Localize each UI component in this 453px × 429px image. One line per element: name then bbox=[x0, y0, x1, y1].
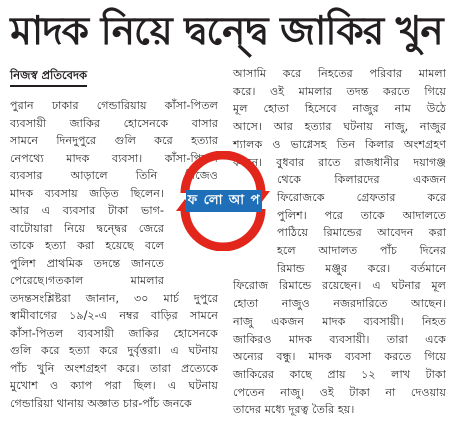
article-line: পেরেছে।গতকাল মামলার bbox=[10, 274, 164, 287]
article-line: তাকে হত্যা করা হয়েছে বলে bbox=[10, 239, 164, 252]
article-line: পেতেন নাজু। ওই টাকা না দেওয়ায় bbox=[233, 385, 446, 399]
article-line: সামনে দিনদুপুরে গুলি করে হত্যার bbox=[10, 134, 218, 147]
follow-up-logo bbox=[168, 151, 278, 251]
article-line: হলে আদালত পাঁচ দিনের bbox=[277, 244, 446, 257]
article-line: কাঁসা-পিতল ব্যবসায়ী জাকির হোসেনকে bbox=[10, 326, 218, 340]
article-line: আসে। আর হত্যার ঘটনায় নাজু, নাজুর bbox=[233, 120, 446, 134]
article-line: বাটোয়ারা নিয়ে দ্বন্দ্বের জেরে bbox=[10, 221, 164, 235]
article-line: শ্যালক ও ভাগ্নেসহ তিন কিলার অংশগ্রহণ bbox=[233, 137, 446, 151]
article-line: স্বামীবাগের ১৯/২-এ নম্বর বাড়ির সামনে bbox=[10, 309, 218, 322]
article-line: রিমান্ড মঞ্জুর করে। বর্তমানে bbox=[277, 261, 446, 275]
article-line: তাদের মধ্যে দূরত্ব তৈরি হয়। bbox=[233, 403, 355, 417]
article-line: করে। ওই মামলার তদন্ত করতে গিয়ে bbox=[233, 84, 446, 98]
article-line: মূল হোতা হিসেবে নাজুর নাম উঠে bbox=[233, 102, 446, 116]
byline: নিজস্ব প্রতিবেদক bbox=[10, 67, 87, 87]
article-line: অন্যের বন্ধু। মাদক ব্যবসা করতে গিয়ে bbox=[233, 350, 446, 364]
article-line: জাকিরও মাদক ব্যবসায়ী। তারা একে bbox=[233, 332, 446, 346]
article-line: গুলি করে হত্যা করে দুর্বৃত্তরা। এ ঘটনায় bbox=[10, 344, 218, 357]
article-line: আসামি করে নিহতের পরিবার মামলা bbox=[233, 67, 446, 80]
headline: মাদক নিয়ে দ্বন্দ্বে জাকির খুন bbox=[10, 9, 443, 54]
article-line: নাজু একজন মাদক ব্যবসায়ী। নিহত bbox=[233, 314, 446, 328]
article-line: ফিরোজ রিমান্ডে রয়েছেন। এ ঘটনার মূল bbox=[233, 279, 446, 293]
article-line: করেন। বুধবার রাতে রাজধানীর দয়াগঞ্জ bbox=[233, 155, 446, 169]
follow-up-label: ফ লো আ প bbox=[186, 190, 262, 212]
article-line: পুলিশ। পরে তাকে আদালতে bbox=[277, 208, 446, 222]
article-line: জাকিরের কাছে প্রায় ১২ লাখ টাকা bbox=[233, 367, 446, 381]
article-line: মুখোশ ও ক্যাপ পরা ছিল। এ ঘটনায় bbox=[10, 379, 218, 392]
article-line: তদন্তসংশ্লিষ্টরা জানান, ৩০ মার্চ দুপুরে bbox=[10, 291, 218, 305]
article-line: গেন্ডারিয়া থানায় অজ্ঞাত চার-পাঁচ জনকে bbox=[10, 396, 192, 410]
article-line: পাঠিয়ে রিমান্ডের আবেদন করা bbox=[277, 226, 446, 240]
article-line: পুরান ঢাকার গেন্ডারিয়ায় কাঁসা-পিতল bbox=[10, 99, 218, 112]
article-line: ব্যবসার আড়ালে তিনি নিজেও bbox=[10, 169, 218, 182]
article-line: ব্যবসায়ী জাকির হোসেনকে বাসার bbox=[10, 116, 218, 130]
article-line: হোতা নাজুও নজরদারিতে আছেন। bbox=[233, 297, 446, 311]
article-line: মাদক ব্যবসায় জড়িত ছিলেন। bbox=[10, 186, 164, 200]
article-line: পাঁচ খুনি অংশগ্রহণ করে। তারা প্রত্যেকে bbox=[10, 361, 218, 375]
article-line: নেপথ্যে মাদক ব্যবসা। কাঁসা-পিতল bbox=[10, 151, 218, 165]
article-line: ফিরোজকে গ্রেফতার করে bbox=[277, 190, 446, 204]
article-line: আর এ ব্যবসার টাকা ভাগ- bbox=[10, 204, 164, 217]
article-line: থেকে কিলারদের একজন bbox=[277, 173, 446, 187]
article-line: পুলিশ প্রাথমিক তদন্তে জানতে bbox=[10, 256, 164, 270]
